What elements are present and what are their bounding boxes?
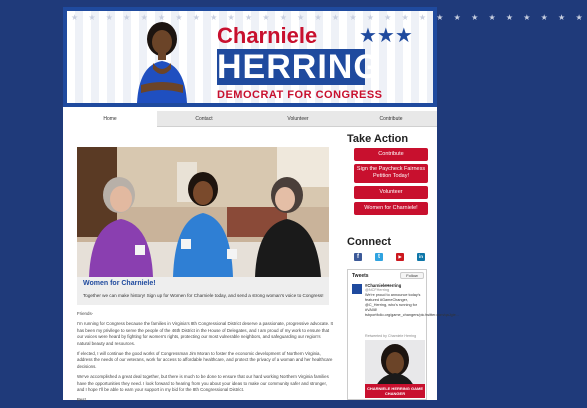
- follow-button[interactable]: Follow: [400, 272, 424, 279]
- women-for-charniele-button[interactable]: Women for Charniele!: [354, 202, 428, 215]
- body-paragraph: I'm running for Congress because the families in Virginia's 8th Congressional District deserve a passionate, progressive advocate. It has been my privilege to serve the people of the 46th District in the House of Delegates, and I am proud of my work to ensure that our voices were heard by fighting for women's rights, protecting our most vulnerable neighbors, and safeguarding our region's natural beauty and resources.: [77, 321, 333, 346]
- nav-home[interactable]: Home: [63, 111, 157, 127]
- volunteer-button[interactable]: Volunteer: [354, 186, 428, 199]
- feature-text: Together we can make history! Sign up for Women for Charniele today, and send a strong woman's voice to Congress!: [83, 293, 324, 298]
- body-paragraph: If elected, I will continue the good works of Congressman Jim Moran to foster the economic development of Northern Virginia, address the needs of our veterans, work for access to affordable healthcare, and protect the privacy of a woman and her healthcare decisions.: [77, 351, 333, 369]
- tweet-account-name[interactable]: #CharnieleHerring: [365, 283, 402, 288]
- tweet-avatar[interactable]: [352, 284, 362, 294]
- facebook-icon[interactable]: f: [354, 253, 362, 261]
- candidate-first-name: Charniele: [217, 23, 318, 48]
- header-banner: [63, 7, 587, 107]
- tweet-image-banner: CHARNIELE HERRING GAME CHANGER: [366, 386, 423, 396]
- stars-pattern: ★ ★ ★ ★ ★ ★ ★ ★ ★ ★ ★ ★ ★ ★ ★ ★ ★ ★ ★ ★ ★ ★ ★ ★ ★ ★ ★ ★ ★ ★: [71, 13, 587, 22]
- nav-volunteer[interactable]: Volunteer: [287, 116, 309, 122]
- candidate-portrait: [123, 17, 201, 103]
- feature-caption: [77, 277, 329, 305]
- tweet-text: We're proud to announce today's featured #GameChanger, @C_Herring, who's running for #VA08! tsbportfolio.org/game_changers/pic.twitter.com/qaJgie...: [365, 293, 459, 317]
- feature-title[interactable]: Women for Charniele!: [83, 280, 156, 287]
- name-stars-icon: ★★★: [359, 25, 413, 47]
- tweet-retweet-note: Retweeted by Charniele Herring: [365, 334, 417, 338]
- connect-heading: Connect: [347, 236, 391, 248]
- candidate-last-name: HERRING: [217, 48, 381, 86]
- youtube-icon[interactable]: ▶: [396, 253, 404, 261]
- nav-contact[interactable]: Contact: [195, 116, 213, 122]
- tweet-handle[interactable]: @NCFHerring: [365, 288, 390, 292]
- nav-contribute[interactable]: Contribute: [379, 116, 403, 122]
- body-paragraph: We've accomplished a great deal together, but there is much to be done to ensure that our hard working Northern Virginia families have the opportunities they need. I look forward to hearing from you about your ideas to make our community safer and stronger, and I hope I'll be able to earn your support in my bid for the 8th Congressional District.: [77, 374, 329, 393]
- contribute-button[interactable]: Contribute: [354, 148, 428, 161]
- main-nav: [63, 111, 437, 127]
- body-copy: [77, 311, 333, 408]
- twitter-icon[interactable]: t: [375, 253, 383, 261]
- petition-button[interactable]: Sign the Paycheck Fairness Petition Today!: [354, 164, 428, 183]
- linkedin-icon[interactable]: in: [419, 254, 423, 259]
- twitter-feed: [347, 269, 459, 400]
- body-paragraph: Friends-: [77, 311, 94, 316]
- header-inner: [67, 11, 587, 103]
- page: [63, 7, 587, 403]
- feature-photo[interactable]: [77, 147, 329, 277]
- tweets-heading: Tweets: [352, 273, 369, 279]
- campaign-tagline: DEMOCRAT FOR CONGRESS: [217, 89, 383, 101]
- take-action-heading: Take Action: [347, 133, 409, 145]
- tweet-image[interactable]: [365, 340, 425, 398]
- body-paragraph: Best,: [77, 397, 88, 403]
